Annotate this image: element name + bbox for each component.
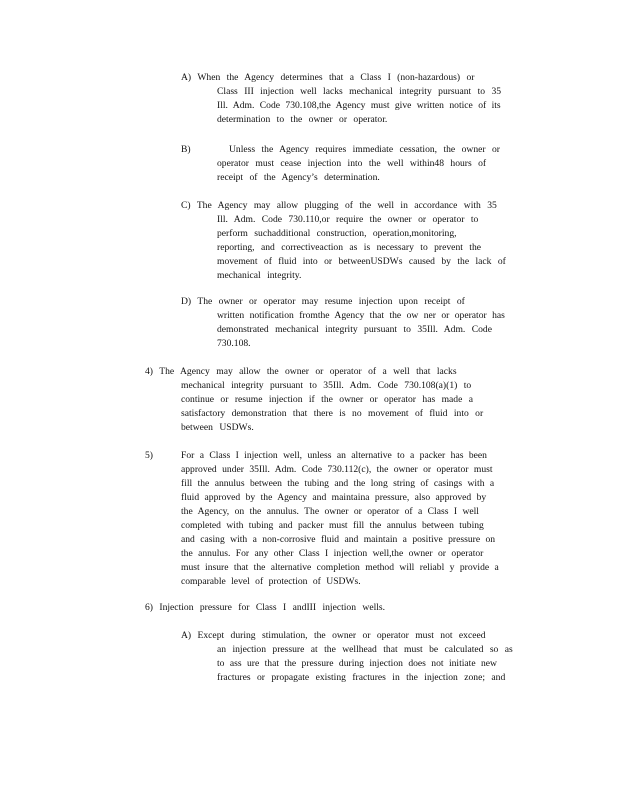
text-line: operator must cease injection into the well within48 hours of bbox=[217, 158, 487, 169]
text-line: receipt of the Agency’s determination. bbox=[217, 172, 380, 183]
text-line: demonstrated mechanical integrity pursuant to 35Ill. Adm. Code bbox=[217, 324, 492, 335]
text-line: determination to the owner or operator. bbox=[217, 114, 388, 125]
text-line: C) The Agency may allow plugging of the well in accordance with 35 bbox=[181, 200, 497, 211]
paragraph-a-determination bbox=[181, 71, 561, 127]
text-line: the Agency, on the annulus. The owner or operator of a Class I well bbox=[181, 506, 479, 517]
paragraph-b-cessation bbox=[181, 143, 561, 185]
text-line: comparable level of protection of USDWs. bbox=[181, 576, 361, 587]
text-line: must insure that the alternative completion method will reliabl y provide a bbox=[181, 562, 499, 573]
text-line: 6) Injection pressure for Class I andIII injection wells. bbox=[145, 602, 386, 613]
text-line: satisfactory demonstration that there is no movement of fluid into or bbox=[181, 408, 484, 419]
text-line: A) Except during stimulation, the owner or operator must not exceed bbox=[181, 630, 486, 641]
text-line: the annulus. For any other Class I injection well,the owner or operator bbox=[181, 548, 484, 559]
paragraph-d-resume bbox=[181, 295, 561, 351]
paragraph-5-number bbox=[145, 449, 153, 463]
text-line: and casing with a non-corrosive fluid and maintain a positive pressure on bbox=[181, 534, 496, 545]
text-line: Ill. Adm. Code 730.108,the Agency must give written notice of its bbox=[217, 100, 501, 111]
paragraph-5 bbox=[181, 449, 561, 589]
text-line: between USDWs. bbox=[181, 422, 254, 433]
paragraph-c-plugging bbox=[181, 199, 561, 283]
text-line: movement of fluid into or betweenUSDWs caused by the lack of bbox=[217, 256, 506, 267]
text-line: B) Unless the Agency requires immediate cessation, the owner or bbox=[181, 144, 500, 155]
text-line: 4) The Agency may allow the owner or operator of a well that lacks bbox=[145, 366, 457, 377]
text-line: A) When the Agency determines that a Class I (non-hazardous) or bbox=[181, 72, 475, 83]
text-line: approved under 35Ill. Adm. Code 730.112(c), the owner or operator must bbox=[181, 464, 493, 475]
paragraph-4 bbox=[145, 365, 545, 435]
text-line: to ass ure that the pressure during injection does not initiate new bbox=[217, 658, 497, 669]
text-line: continue or resume injection if the owner or operator has made a bbox=[181, 394, 474, 405]
text-line: For a Class I injection well, unless an alternative to a packer has been bbox=[181, 450, 487, 461]
text-line: D) The owner or operator may resume injection upon receipt of bbox=[181, 296, 465, 307]
paragraph-6a bbox=[181, 629, 561, 685]
text-line: Class III injection well lacks mechanical integrity pursuant to 35 bbox=[217, 86, 502, 97]
text-line: mechanical integrity. bbox=[217, 270, 302, 281]
text-line: mechanical integrity pursuant to 35Ill. Adm. Code 730.108(a)(1) to bbox=[181, 380, 472, 391]
paragraph-6 bbox=[145, 601, 545, 615]
text-line: an injection pressure at the wellhead that must be calculated so as bbox=[217, 644, 513, 655]
text-line: fluid approved by the Agency and maintaina pressure, also approved by bbox=[181, 492, 487, 503]
text-line: 730.108. bbox=[217, 338, 251, 349]
text-line: perform suchadditional construction, operation,monitoring, bbox=[217, 228, 457, 239]
text-line: fractures or propagate existing fractures in the injection zone; and bbox=[217, 672, 506, 683]
text-line: written notification fromthe Agency that the ow ner or operator has bbox=[217, 310, 505, 321]
text-line: completed with tubing and packer must fill the annulus between tubing bbox=[181, 520, 484, 531]
text-line: fill the annulus between the tubing and the long string of casings with a bbox=[181, 478, 495, 489]
list-number: 5) bbox=[145, 450, 153, 461]
text-line: Ill. Adm. Code 730.110,or require the owner or operator to bbox=[217, 214, 479, 225]
text-line: reporting, and correctiveaction as is necessary to prevent the bbox=[217, 242, 482, 253]
